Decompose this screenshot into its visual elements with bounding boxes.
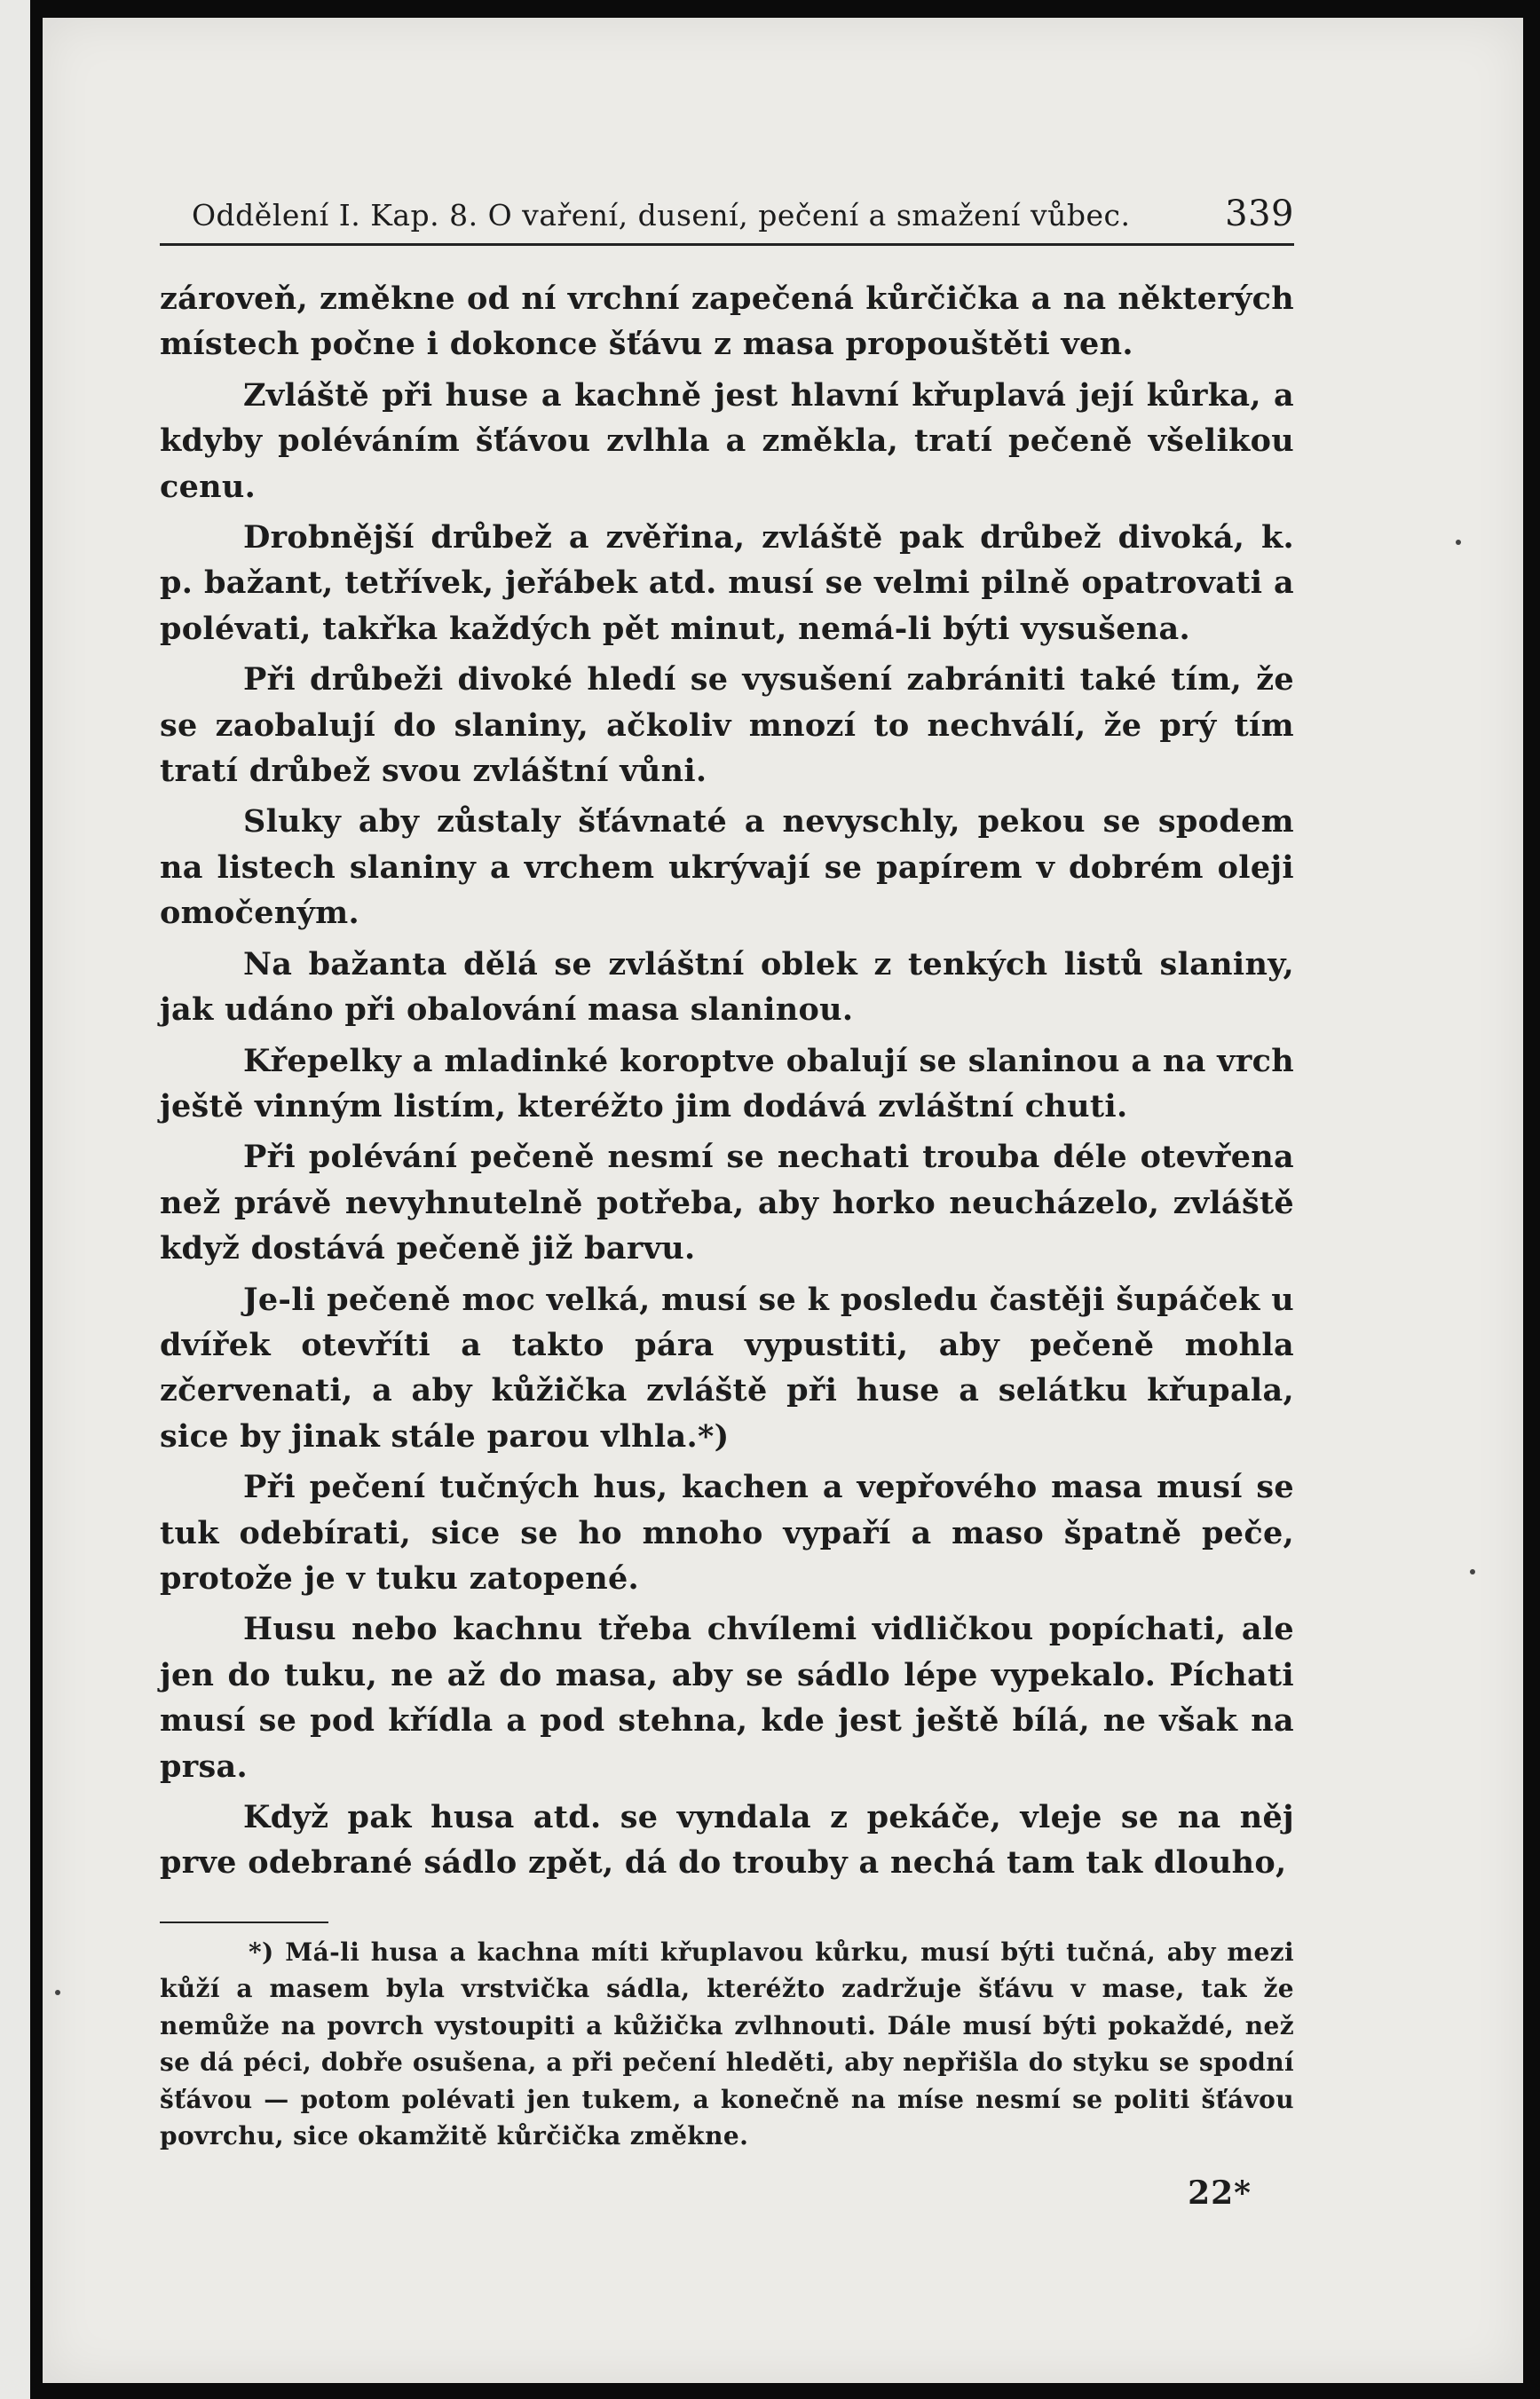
- paragraph: Sluky aby zůstaly šťávnaté a nevyschly, pekou se spodem na listech slaniny a vrchem ukrývají se papírem v dobrém oleji omočeným.: [160, 803, 1294, 932]
- paragraph: Při pečení tučných hus, kachen a vepřového masa musí se tuk odebírati, sice se ho mnoho vypaří a maso špatně peče, protože je v tuku zatopené.: [160, 1469, 1294, 1597]
- paragraph: Křepelky a mladinké koroptve obalují se slaninou a na vrch ještě vinným listím, kteréžto jim dodává zvláštní chuti.: [160, 1042, 1294, 1125]
- print-speck: [1470, 1569, 1475, 1574]
- signature-mark: 22*: [1188, 2174, 1252, 2212]
- running-title: Oddělení I. Kap. 8. O vaření, dusení, pečení a smažení vůbec.: [192, 198, 1131, 233]
- page-number: 339: [1225, 193, 1294, 234]
- print-speck: [55, 1990, 60, 1995]
- paragraph: zároveň, změkne od ní vrchní zapečená kůrčička a na některých místech počne i dokonce šťávu z masa propouštěti ven.: [160, 280, 1294, 363]
- paragraph: Když pak husa atd. se vyndala z pekáče, vleje se na něj prve odebrané sádlo zpět, dá do trouby a nechá tam tak dlouho,: [160, 1799, 1294, 1882]
- paragraph: Husu nebo kachnu třeba chvílemi vidličkou popíchati, ale jen do tuku, ne až do masa, aby se sádlo lépe vypekalo. Píchati musí se pod křídla a pod stehna, kde jest ještě bílá, ne však na prsa.: [160, 1611, 1294, 1785]
- print-speck: [1456, 540, 1461, 545]
- paragraph: Je-li pečeně moc velká, musí se k posledu častěji šupáček u dvířek otevříti a takto pára vypustiti, aby pečeně mohla zčervenati, a aby kůžička zvláště při huse a selátku křupala, sice by jinak stále parou vlhla.*): [160, 1281, 1294, 1455]
- page-content: [160, 193, 1294, 2212]
- paragraph: Zvláště při huse a kachně jest hlavní křuplavá její kůrka, a kdyby poléváním šťávou zvlhla a změkla, tratí pečeně všelikou cenu.: [160, 376, 1294, 505]
- running-header: [160, 193, 1294, 246]
- footnote-text: *) Má-li husa a kachna míti křuplavou kůrku, musí býti tučná, aby mezi kůží a masem byla vrstvička sádla, kteréžto zadržuje šťávu v mase, tak že nemůže na povrch vystoupiti a kůžička zvlhnouti. Dále musí býti pokaždé, než se dá péci, dobře osušena, a při pečení hleděti, aby nepřišla do styku se spodní šťávou — potom polévati jen tukem, a konečně na míse nesmí se politi šťávou povrchu, sice okamžitě kůrčička změkne.: [160, 1937, 1294, 2151]
- footnote: [160, 1934, 1294, 2155]
- paragraph: Drobnější drůbež a zvěřina, zvláště pak drůbež divoká, k. p. bažant, tetřívek, jeřábek atd. musí se velmi pilně opatrovati a polévati, takřka každých pět minut, nemá-li býti vysušena.: [160, 519, 1294, 647]
- paragraph: Na bažanta dělá se zvláštní oblek z tenkých listů slaniny, jak udáno při obalování masa slaninou.: [160, 945, 1294, 1029]
- body-text: [160, 276, 1294, 1886]
- book-page: [43, 18, 1523, 2383]
- paragraph: Při polévání pečeně nesmí se nechati trouba déle otevřena než právě nevyhnutelně potřeba, aby horko neucházelo, zvláště když dostává pečeně již barvu.: [160, 1139, 1294, 1267]
- adjacent-page-edge: [0, 0, 30, 2399]
- footnote-rule: [160, 1922, 328, 1923]
- paragraph: Při drůbeži divoké hledí se vysušení zabrániti také tím, že se zaobalují do slaniny, ačkoliv mnozí to nechválí, že prý tím tratí drůbež svou zvláštní vůni.: [160, 661, 1294, 790]
